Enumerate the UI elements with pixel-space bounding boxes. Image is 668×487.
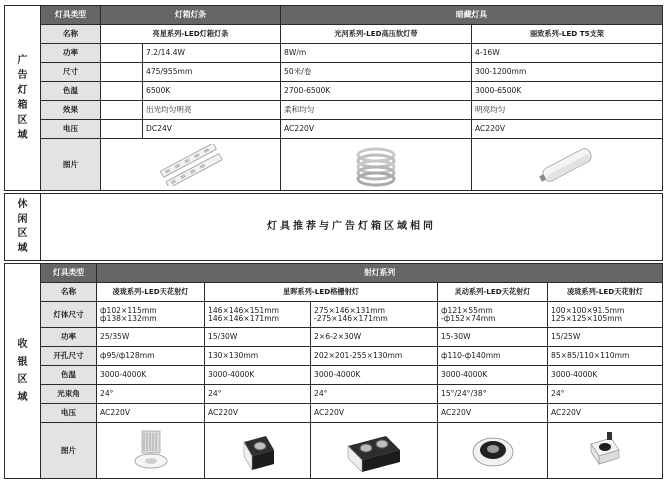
- product-name: 丽致系列-LED T5支架: [472, 25, 663, 44]
- spec-value: 50米/卷: [281, 63, 472, 82]
- rest-area-section-label: 休 闲 区 域: [5, 194, 41, 261]
- ad-area-table: [4, 5, 663, 191]
- grille-spotlight-double-icon: [311, 423, 438, 479]
- square-spotlight-icon: [548, 423, 663, 479]
- row-label-size: 尺寸: [41, 63, 101, 82]
- led-flexible-strip-reel-icon: [281, 139, 472, 191]
- row-label-power: 功率: [41, 44, 101, 63]
- spec-value: 275×146×131mm -275×146×171mm: [311, 302, 438, 328]
- round-downlight-icon: [438, 423, 548, 479]
- product-name: 亮星系列-LED灯箱灯条: [101, 25, 281, 44]
- spec-value: 85×85/110×110mm: [548, 347, 663, 366]
- spec-value: 15-30W: [438, 328, 548, 347]
- spec-value: 15/30W: [205, 328, 311, 347]
- spec-value: 柔和均匀: [281, 101, 472, 120]
- spec-value: AC220V: [97, 404, 205, 423]
- spec-value: 130×130mm: [205, 347, 311, 366]
- spec-value: AC220V: [311, 404, 438, 423]
- spec-value: 2×6-2×30W: [311, 328, 438, 347]
- row-label-voltage: 电压: [41, 404, 97, 423]
- spec-value: 25/35W: [97, 328, 205, 347]
- product-name: 凌珑系列-LED天花射灯: [97, 283, 205, 302]
- spec-value: 出光均匀明亮: [143, 101, 281, 120]
- spec-value: 3000-6500K: [472, 82, 663, 101]
- led-t5-bracket-icon: [472, 139, 663, 191]
- spec-value: 6500K: [143, 82, 281, 101]
- spec-value: 24°: [311, 385, 438, 404]
- spec-value: ф95/ф128mm: [97, 347, 205, 366]
- row-label-cct: 色温: [41, 82, 101, 101]
- spec-value: 202×201-255×130mm: [311, 347, 438, 366]
- row-label-image: 图片: [41, 139, 101, 191]
- product-name: 凌珑系列-LED天花射灯: [548, 283, 663, 302]
- spec-value: 7.2/14.4W: [143, 44, 281, 63]
- spec-value: 24°: [97, 385, 205, 404]
- cashier-area-table: [4, 263, 663, 479]
- spec-value: 3000-4000K: [205, 366, 311, 385]
- lightbox-strip-header: 灯箱灯条: [101, 6, 281, 25]
- spec-value: AC220V: [472, 120, 663, 139]
- spec-value: 3000-4000K: [438, 366, 548, 385]
- spec-value: 300-1200mm: [472, 63, 663, 82]
- row-label-body-size: 灯体尺寸: [41, 302, 97, 328]
- type-header: 灯具类型: [41, 264, 97, 283]
- row-label-power: 功率: [41, 328, 97, 347]
- cashier-area-section-label: 收 银 区 域: [5, 264, 41, 479]
- row-label-cct: 色温: [41, 366, 97, 385]
- spec-value: 475/955mm: [143, 63, 281, 82]
- spec-value: 24°: [548, 385, 663, 404]
- spec-value: 8W/m: [281, 44, 472, 63]
- spec-value: 3000-4000K: [311, 366, 438, 385]
- spec-value: 3000-4000K: [548, 366, 663, 385]
- product-name: 灵动系列-LED天花射灯: [438, 283, 548, 302]
- spec-value: 明亮均匀: [472, 101, 663, 120]
- row-label-image: 图片: [41, 423, 97, 479]
- spotlight-series-header: 射灯系列: [97, 264, 663, 283]
- spec-value: 3000-4000K: [97, 366, 205, 385]
- row-label-effect: 效果: [41, 101, 101, 120]
- spec-value: ф110-ф140mm: [438, 347, 548, 366]
- spec-value: AC220V: [438, 404, 548, 423]
- type-header: 灯具类型: [41, 6, 101, 25]
- spec-value: AC220V: [281, 120, 472, 139]
- spec-value: 146×146×151mm 146×146×171mm: [205, 302, 311, 328]
- spec-value: 100×100×91.5mm 125×125×105mm: [548, 302, 663, 328]
- row-label-voltage: 电压: [41, 120, 101, 139]
- ad-area-section-label: 广 告 灯 箱 区 域: [5, 6, 41, 191]
- spec-value: ф102×115mm ф138×132mm: [97, 302, 205, 328]
- led-lightbox-strip-icon: [101, 139, 281, 191]
- recessed-spotlight-icon: [97, 423, 205, 479]
- product-name: 星晖系列-LED格栅射灯: [205, 283, 438, 302]
- spec-value: 15°/24°/38°: [438, 385, 548, 404]
- grille-spotlight-single-icon: [205, 423, 311, 479]
- row-label-name: 名称: [41, 283, 97, 302]
- hidden-fixtures-header: 暗藏灯具: [281, 6, 663, 25]
- rest-area-table: [4, 193, 663, 261]
- product-name: 光河系列-LED高压软灯带: [281, 25, 472, 44]
- rest-area-note: 灯具推荐与广告灯箱区域相同: [41, 194, 663, 261]
- spec-value: AC220V: [548, 404, 663, 423]
- spec-value: 4-16W: [472, 44, 663, 63]
- row-label-name: 名称: [41, 25, 101, 44]
- spec-value: 2700-6500K: [281, 82, 472, 101]
- spec-value: AC220V: [205, 404, 311, 423]
- spec-value: DC24V: [143, 120, 281, 139]
- row-label-cutout: 开孔尺寸: [41, 347, 97, 366]
- spec-value: 15/25W: [548, 328, 663, 347]
- spec-value: 24°: [205, 385, 311, 404]
- spec-value: ф121×55mm -ф152×74mm: [438, 302, 548, 328]
- row-label-beam-angle: 光束角: [41, 385, 97, 404]
